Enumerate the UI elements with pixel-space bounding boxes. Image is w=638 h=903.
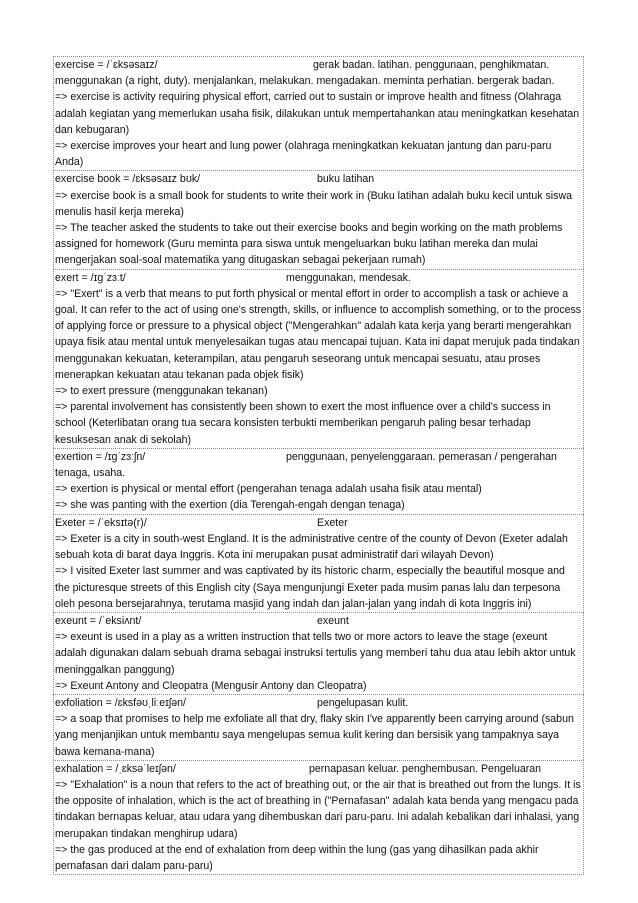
entry-example: => exertion is physical or mental effort (pengerahan tenaga adalah usaha fisik atau mental) [55, 483, 482, 496]
entry-translation: pengelupasan kulit. [317, 696, 409, 709]
entry-headword: exhalation = /ˌɛksəˈleɪʃən/ [55, 762, 176, 775]
entry-example: => she was panting with the exertion (dia Terengah-engah dengan tenaga) [55, 499, 405, 512]
entry-example: => Exeter is a city in south-west England. It is the administrative centre of the county of Devon (Exeter adalah sebuah kota di barat daya Inggris. Kota ini merupakan pusat administratif dari wilayah Devon) [55, 532, 568, 562]
entry-example: => "Exhalation" is a noun that refers to the act of breathing out, or the air that is breathed out from the lungs. It is the opposite of inhalation, which is the act of breathing in ("Pernafasan" adalah kata benda yang mengacu pada tindakan bernapas keluar, atau udara yang dihembuskan dari paru-paru. Ini adalah kebalikan dari inhalasi, yang merupakan tindakan menghirup udara) [55, 778, 581, 840]
entry-head-line [55, 695, 582, 711]
entry-head-line [55, 57, 582, 73]
entry-example: => "Exert" is a verb that means to put forth physical or mental effort in order to accomplish a task or achieve a goal. It can refer to the act of using one's strength, skills, or influence to accomplish something, or to the process of applying force or pressure to a physical object ("Mengerahkan" adalah kata kerja yang berarti mengerahkan upaya fisik atau mental untuk menyelesaikan tugas atau mencapai tujuan. Kata ini dapat merujuk pada tindakan menggunakan kekuatan, keterampilan, atau pengaruh seseorang untuk mencapai sesuatu, atau proses menerapkan kekuatan atau tekanan pada objek fisik) [55, 287, 582, 381]
entry-example: => Exeunt Antony and Cleopatra (Mengusir Antony dan Cleopatra) [55, 679, 367, 692]
dictionary-entry [53, 448, 584, 514]
entry-translation: buku latihan [317, 173, 375, 186]
entry-example: => exercise book is a small book for students to write their work in (Buku latihan adalah buku kecil untuk siswa menulis hasil kerja mereka) [55, 189, 572, 218]
dictionary-entry [53, 170, 584, 268]
dictionary-entry [53, 514, 584, 612]
entry-translation-continued: menggunakan (a right, duty). menjalankan, melakukan. mengadakan. meminta perhatian. bergerak badan. [55, 75, 555, 88]
entry-headword: exert = /ɪɡˈzɜːt/ [55, 271, 126, 284]
entry-example: => I visited Exeter last summer and was captivated by its historic charm, especially the beautiful mosque and the picturesque streets of this English city (Saya mengunjungi Exeter pada musim panas lalu dan terpesona oleh pesona bersejarahnya, terutama masjid yang indah dan jalan-jalan yang indah di kota Inggris ini) [55, 565, 565, 610]
entry-translation: pernapasan keluar. penghembusan. Pengeluaran [309, 762, 542, 775]
entry-head-line [55, 613, 582, 629]
entry-headword: exeunt = /ˈeksiʌnt/ [55, 614, 142, 627]
dictionary-entry [53, 269, 584, 448]
entry-example: => the gas produced at the end of exhalation from deep within the lung (gas yang dihasilkan pada akhir pernafasan dari dalam paru-paru) [55, 843, 539, 872]
entry-translation: penggunaan, penyelenggaraan. pemerasan / pengerahan [286, 450, 557, 463]
entry-headword: exfoliation = /ɛksfəʊˌliːeɪʃən/ [55, 696, 186, 709]
entry-example: => The teacher asked the students to take out their exercise books and begin working on the math problems assigned for homework (Guru meminta para siswa untuk mengeluarkan buku latihan mereka dan mulai mengerjakan soal-soal matematika yang ditugaskan sebagai pekerjaan rumah) [55, 222, 563, 267]
entry-example: => exeunt is used in a play as a written instruction that tells two or more actors to leave the stage (exeunt adalah digunakan dalam sebuah drama sebagai instruksi tertulis yang memberi tahu dua atau lebih aktor untuk meninggalkan panggung) [55, 631, 576, 676]
entry-example: => a soap that promises to help me exfoliate all that dry, flaky skin I've apparently been carrying around (sabun yang menjanjikan untuk membantu saya mengelupas semua kulit kering dan bersisik yang tampaknya saya bawa kemana-mana) [55, 713, 574, 758]
dictionary-entry [53, 694, 584, 760]
entry-example: => parental involvement has consistently been shown to exert the most influence over a child's success in school (Keterlibatan orang tua secara konsisten terbukti memberikan pengaruh paling besar terhadap kesuksesan anak di sekolah) [55, 401, 551, 446]
dictionary-entry [53, 760, 584, 875]
entry-translation-continued: tenaga, usaha. [55, 467, 126, 480]
entry-headword: exertion = /ɪɡˈzɜːʃn/ [55, 450, 146, 463]
entry-head-line [55, 761, 582, 777]
entry-head-line [55, 449, 582, 465]
entry-example: => exercise improves your heart and lung power (olahraga meningkatkan kekuatan jantung dan paru-paru Anda) [55, 140, 552, 169]
dictionary-entry [53, 612, 584, 694]
entry-translation: Exeter [317, 516, 348, 529]
entry-headword: exercise book = /ɛksəsaɪz bʊk/ [55, 173, 201, 186]
entry-headword: Exeter = /ˈeksɪtə(r)/ [55, 516, 147, 529]
entry-head-line [55, 270, 582, 286]
entry-translation: gerak badan. latihan. penggunaan, penghikmatan. [313, 59, 550, 71]
entry-head-line [55, 515, 582, 531]
entry-head-line [55, 171, 582, 187]
dictionary-entry [53, 56, 584, 170]
entry-translation: menggunakan, mendesak. [286, 271, 411, 284]
dictionary-document [53, 56, 584, 875]
entry-example: => exercise is activity requiring physical effort, carried out to sustain or improve health and fitness (Olahraga adalah kegiatan yang memerlukan usaha fisik, dilakukan untuk mempertahankan atau meningkatkan kesehatan dan kebugaran) [55, 91, 580, 136]
entry-translation: exeunt [317, 614, 349, 627]
entry-headword: exercise = /ˈɛksəsaɪz/ [55, 59, 158, 71]
entry-example: => to exert pressure (menggunakan tekanan) [55, 385, 268, 398]
